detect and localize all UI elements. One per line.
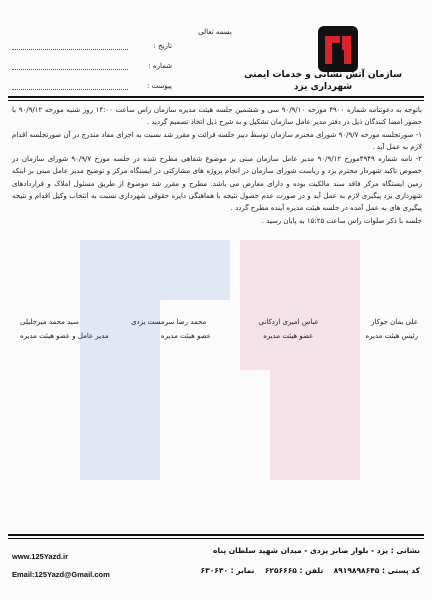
email-link[interactable]: Email:125Yazd@Gmail.com xyxy=(12,570,110,579)
signatory-role: مدیر عامل و عضو هیئت مدیره xyxy=(20,332,109,340)
number-label: شماره : xyxy=(148,62,172,70)
signatory-name: علی بمان جوکار xyxy=(371,318,418,326)
organization-name xyxy=(238,70,408,92)
number-field xyxy=(12,50,172,70)
signatory-name: محمد رضا سرمست یزدی xyxy=(131,318,207,326)
signatory-name: سید محمد میرجلیلی xyxy=(20,318,79,326)
header-divider xyxy=(8,96,424,98)
attachment-label: پیوست : xyxy=(147,82,172,90)
attachment-line xyxy=(12,81,128,90)
closing-paragraph: جلسه با ذکر صلوات راس ساعت ۱۵:۲۵ به پایان رسید . xyxy=(261,216,422,225)
website-link[interactable]: www.125Yazd.ir xyxy=(12,552,68,561)
item-2-paragraph: ۲- نامه شماره ۴۹۴۹مورخ ۹۰/۹/۱۲ مدیر عامل سازمان مبنی بر موضوع شفاهی مطرح شده در جلسه مورخ ۹۰/۹/۷ شورای سازمان در خصوص تاکید شهردار محترم یزد و ریاست شورای سازمان در انجام پروژه های مشارکتی در ایستگاه مرکز و توضیح مدیر عامل مبنی بر اینکه زمین ایستگاه مرکز فاقد سند مالکیت بوده و دارای معارض می باشد. مطرح و مقرر شد موضوع از طریق مسئول املاک و قراردادهای شهرداری یزد پیگیری لازم به عمل آید و در صورت عدم حصول نتیجه با هماهنگی دایره حقوقی شهرداری نسبت به انتخاب وکیل اقدام و نتیجه پیگیری های به عمل آمده در جلسه هیئت مدیره آینده مطرح گردد . xyxy=(12,155,422,213)
signatory-role: رئیس هیئت مدیره xyxy=(365,332,418,340)
letter-meta-fields xyxy=(12,30,172,90)
attachment-field xyxy=(12,70,172,90)
date-label: تاریخ : xyxy=(153,42,172,50)
bismillah-heading: بسمه تعالی xyxy=(198,28,232,36)
postal-code: کد پستی : ۸۹۱۹۸۹۸۶۴۵ xyxy=(333,566,420,575)
footer-divider xyxy=(8,534,424,536)
item-1-paragraph: ۱- صورتجلسه مورخه ۹۰/۹/۷ شورای محترم سازمان توسط دبیر جلسه قرائت و مقرر شد نسبت به اجرای مفاد مندرج در آن صورتجلسه اقدام لازم به عمل آید . xyxy=(12,130,422,151)
organization-name-line1: سازمان آتش نشانی و خدمات ایمنی xyxy=(244,70,402,80)
phone-number: تلفن : ۶۲۵۶۶۶۵ xyxy=(264,566,324,575)
footer-divider-thin xyxy=(8,538,424,539)
signatory-roles xyxy=(20,332,418,340)
number-line xyxy=(12,61,128,70)
signatory-role: عضو هیئت مدیره xyxy=(160,332,211,340)
watermark-logo-icon xyxy=(40,180,400,520)
fire-department-logo-icon xyxy=(318,26,358,72)
header-divider-thin xyxy=(8,100,424,101)
organization-name-line2: شهرداری یزد xyxy=(293,82,353,92)
date-field xyxy=(12,30,172,50)
footer-contact-codes xyxy=(120,566,420,575)
signatory-role: عضو هیئت مدیره xyxy=(263,332,314,340)
fax-number: نمابر : ۶۳۰۶۳۰ xyxy=(200,566,255,575)
signatory-name: عباس امیری اردکانی xyxy=(258,318,319,326)
date-line xyxy=(12,41,128,50)
minutes-body xyxy=(12,104,422,227)
signatory-names xyxy=(20,318,418,326)
intro-paragraph: باتوجه به دعوتنامه شماره ۴۹۰۰ مورخه ۹۰/۹/۱۰ سی و ششمین جلسه هیئت مدیره سازمان راس ساعت ۱۴:۰۰ روز شنبه مورخه ۹۰/۹/۱۲ با حضور امضا کنندگان ذیل در دفتر مدیر عامل سازمان تشکیل و به شرح ذیل اتخاذ تصمیم گردید . xyxy=(12,106,422,127)
footer-address: نشانی : یزد - بلوار صابر یزدی - میدان شهید سلطان پناه xyxy=(213,546,420,555)
